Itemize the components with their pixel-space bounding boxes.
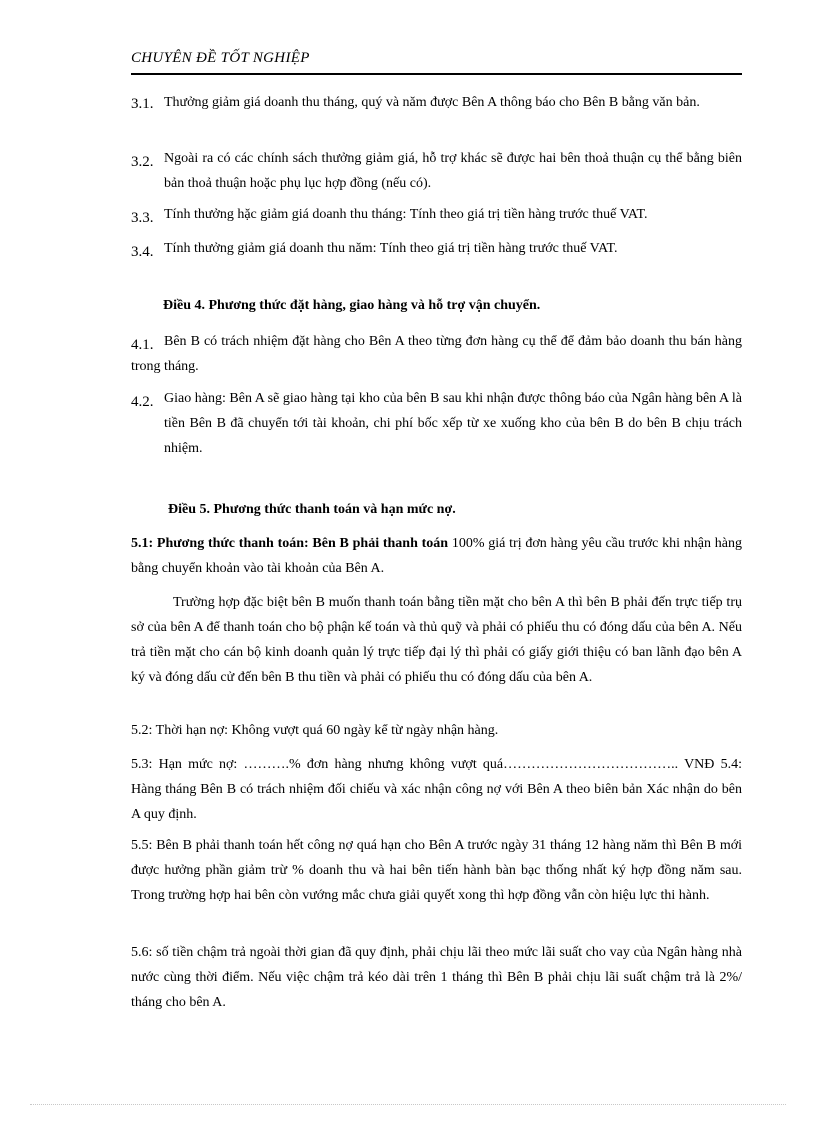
item-text: Ngoài ra có các chính sách thưởng giảm giá, hỗ trợ khác sẽ được hai bên thoả thuận cụ thể bằng biên bản thoả thuận hoặc phụ lục hợp đồng (nếu có). (164, 151, 742, 191)
item-text: Tính thưởng hặc giảm giá doanh thu tháng: Tính theo giá trị tiền hàng trước thuế VAT. (164, 207, 648, 222)
item-number: 3.2. (131, 154, 154, 170)
item-number: 4.1. (131, 337, 154, 353)
paragraph-5-5: 5.5: Bên B phải thanh toán hết công nợ quá hạn cho Bên A trước ngày 31 tháng 12 hàng năm thì Bên B mới được hưởng phần giảm trừ % doanh thu và hai bên tiến hành bàn bạc thống nhất ký hợp đồng năm sau. Trong trường hợp hai bên còn vướng mắc chưa giải quyết xong thì hợp đồng vẫn còn hiệu lực thi hành. (131, 838, 742, 903)
item-text: Thưởng giảm giá doanh thu tháng, quý và năm được Bên A thông báo cho Bên B bằng văn bản. (164, 95, 700, 110)
section-heading: Điều 5. Phương thức thanh toán và hạn mức nợ. (168, 502, 456, 517)
paragraph-5-1 (131, 531, 742, 581)
page-header: CHUYÊN ĐỀ TỐT NGHIỆP (131, 50, 742, 75)
item-number: 3.1. (131, 96, 154, 112)
item-number: 3.3. (131, 210, 154, 226)
item-number: 3.4. (131, 244, 154, 260)
paragraph-5-3: 5.3: Hạn mức nợ: ……….% đơn hàng nhưng không vượt quá……………………………….. VNĐ 5.4: Hàng tháng Bên B có trách nhiệm đối chiếu và xác nhận công nợ với Bên A theo biên bản Xác nhận do bên A quy định. (131, 757, 742, 822)
paragraph-5-1-bold: 5.1: Phương thức thanh toán: Bên B phải thanh toán (131, 536, 449, 551)
item-text: Giao hàng: Bên A sẽ giao hàng tại kho của bên B sau khi nhận được thông báo của Ngân hàng bên A là tiền Bên B đã chuyển tới tài khoản, chi phí bốc xếp từ xe xuống kho của bên B do bên B chịu trách nhiệm. (164, 391, 742, 456)
item-number: 4.2. (131, 394, 154, 410)
page-bottom-divider (30, 1104, 786, 1105)
item-text: Bên B có trách nhiệm đặt hàng cho Bên A theo từng đơn hàng cụ thể để đảm bảo doanh thu bán hàng trong tháng. (131, 334, 742, 374)
item-text: Tính thưởng giảm giá doanh thu năm: Tính theo giá trị tiền hàng trước thuế VAT. (164, 241, 618, 256)
paragraph-5-2: 5.2: Thời hạn nợ: Không vượt quá 60 ngày kể từ ngày nhận hàng. (131, 723, 499, 738)
paragraph-special-case: Trường hợp đặc biệt bên B muốn thanh toán bằng tiền mặt cho bên A thì bên B phải đến trực tiếp trụ sở của bên A để thanh toán cho bộ phận kế toán và thủ quỹ và phải có phiếu thu có đóng dấu của bên A. Nếu trả tiền mặt cho cán bộ kinh doanh quản lý trực tiếp đại lý thì phải có giấy giới thiệu có ban lãnh đạo bên A ký và đóng dấu cử đến bên B thu tiền và phải có phiếu thu có đóng dấu của bên A. (131, 595, 742, 685)
paragraph-5-6: 5.6: số tiền chậm trả ngoài thời gian đã quy định, phải chịu lãi theo mức lãi suất cho vay của Ngân hàng nhà nước cùng thời điểm. Nếu việc chậm trả kéo dài trên 1 tháng thì Bên B phải chịu lãi suất chậm trả là 2%/ tháng cho bên A. (131, 945, 742, 1010)
paragraph-5-1-rest: 100% giá trị đơn hàng yêu cầu trước khi nhận hàng bằng chuyển khoản vào tài khoản của Bên A. (131, 536, 742, 576)
section-heading: Điều 4. Phương thức đặt hàng, giao hàng và hỗ trợ vận chuyển. (163, 298, 541, 313)
